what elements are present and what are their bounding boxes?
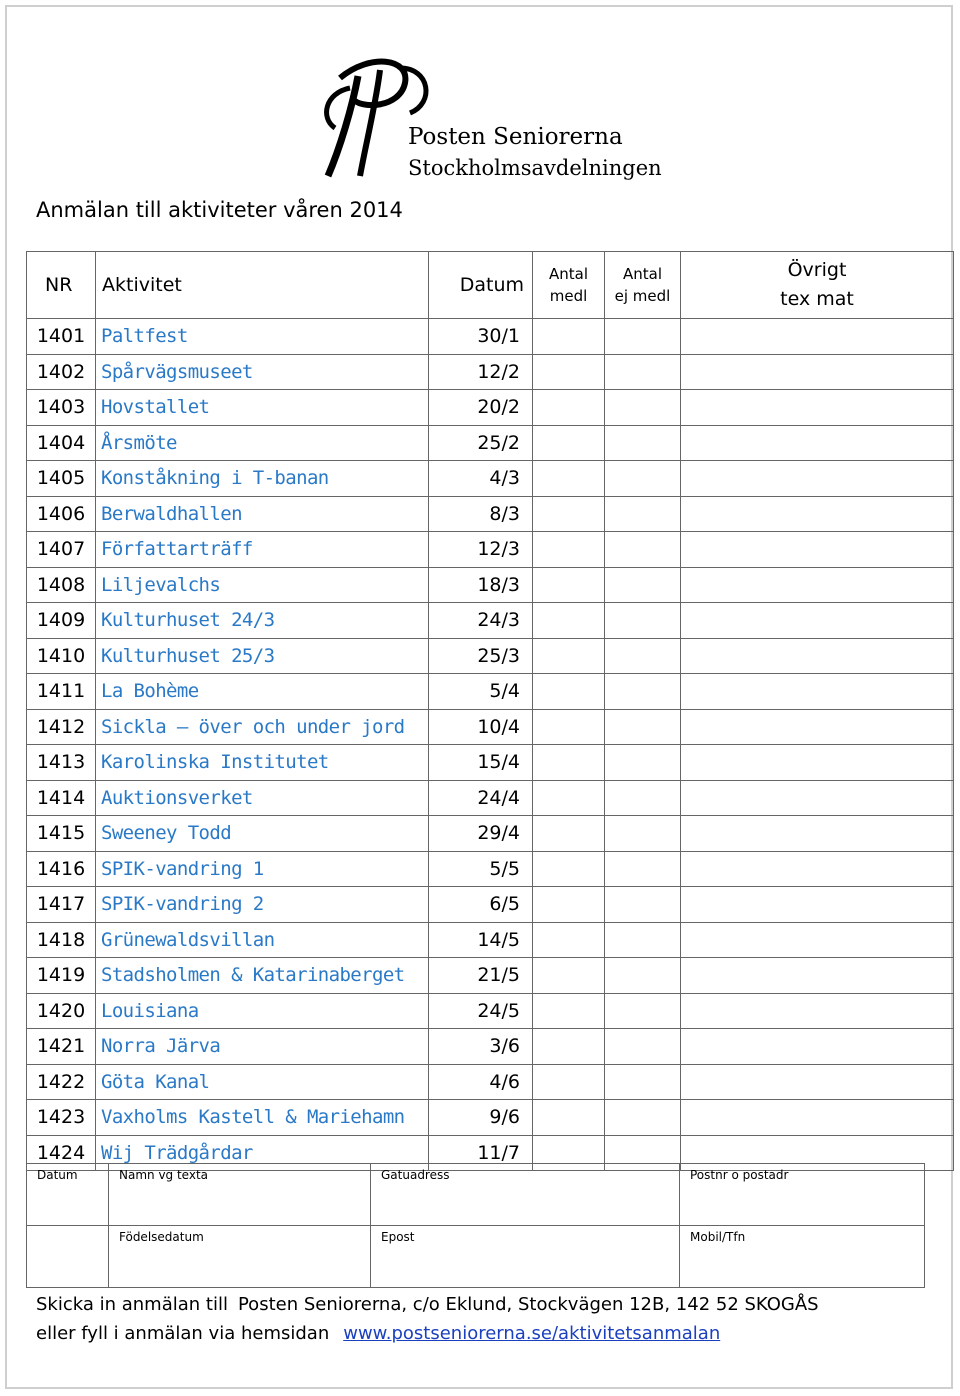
row-datum: 25/2 (429, 425, 533, 461)
row-datum: 4/6 (429, 1064, 533, 1100)
row-antal-medl[interactable] (533, 354, 605, 390)
row-ovrigt[interactable] (681, 461, 954, 497)
page-title: Anmälan till aktiviteter våren 2014 (36, 198, 403, 222)
table-row (27, 780, 954, 816)
table-row (27, 1100, 954, 1136)
footer-web-line (36, 1323, 720, 1344)
row-antal-ej-medl[interactable] (605, 958, 681, 994)
row-antal-ej-medl[interactable] (605, 390, 681, 426)
row-ovrigt[interactable] (681, 709, 954, 745)
row-nr: 1409 (27, 603, 96, 639)
row-datum: 12/2 (429, 354, 533, 390)
row-nr: 1421 (27, 1029, 96, 1065)
row-antal-ej-medl[interactable] (605, 603, 681, 639)
row-ovrigt[interactable] (681, 816, 954, 852)
table-row (27, 319, 954, 355)
row-antal-ej-medl[interactable] (605, 567, 681, 603)
row-aktivitet: Författarträff (96, 532, 429, 568)
row-nr: 1402 (27, 354, 96, 390)
form-empty-cell (27, 1226, 109, 1288)
row-datum: 5/5 (429, 851, 533, 887)
row-datum: 18/3 (429, 567, 533, 603)
header-antal-medl-line1: Antal (548, 265, 588, 283)
table-row (27, 496, 954, 532)
row-antal-medl[interactable] (533, 851, 605, 887)
row-aktivitet: SPIK-vandring 1 (96, 851, 429, 887)
header-antal-ej-line1: Antal (622, 265, 662, 283)
row-ovrigt[interactable] (681, 993, 954, 1029)
row-nr: 1408 (27, 567, 96, 603)
table-row (27, 354, 954, 390)
form-postnr-label: Postnr o postadr (690, 1168, 789, 1182)
form-postnr-field[interactable] (680, 1164, 925, 1226)
row-nr: 1414 (27, 780, 96, 816)
form-datum-field[interactable] (27, 1164, 109, 1226)
form-gatuadress-label: Gatuadress (381, 1168, 450, 1182)
row-antal-ej-medl[interactable] (605, 496, 681, 532)
form-namn-field[interactable] (109, 1164, 371, 1226)
row-antal-ej-medl[interactable] (605, 425, 681, 461)
header-antal-ej-line2: ej medl (614, 287, 671, 305)
row-aktivitet: Kulturhuset 24/3 (96, 603, 429, 639)
logo (300, 48, 660, 188)
row-antal-medl[interactable] (533, 496, 605, 532)
row-antal-ej-medl[interactable] (605, 816, 681, 852)
row-ovrigt[interactable] (681, 532, 954, 568)
row-aktivitet: Konståkning i T-banan (96, 461, 429, 497)
row-antal-medl[interactable] (533, 425, 605, 461)
table-row (27, 993, 954, 1029)
row-ovrigt[interactable] (681, 567, 954, 603)
row-antal-ej-medl[interactable] (605, 1064, 681, 1100)
row-ovrigt[interactable] (681, 390, 954, 426)
row-ovrigt[interactable] (681, 603, 954, 639)
row-aktivitet: Auktionsverket (96, 780, 429, 816)
table-row (27, 745, 954, 781)
footer-send-line (36, 1294, 819, 1315)
row-aktivitet: SPIK-vandring 2 (96, 887, 429, 923)
form-epost-label: Epost (381, 1230, 415, 1244)
row-antal-medl[interactable] (533, 780, 605, 816)
header-antal-ej-medl (605, 252, 681, 319)
row-ovrigt[interactable] (681, 496, 954, 532)
row-antal-ej-medl[interactable] (605, 709, 681, 745)
row-antal-ej-medl[interactable] (605, 461, 681, 497)
footer-web-text: eller fyll i anmälan via hemsidan (36, 1323, 330, 1344)
footer-address: Posten Seniorerna, c/o Eklund, Stockvägen 12B, 142 52 SKOGÅS (237, 1294, 819, 1315)
row-ovrigt[interactable] (681, 354, 954, 390)
row-antal-medl[interactable] (533, 532, 605, 568)
row-datum: 8/3 (429, 496, 533, 532)
row-datum: 30/1 (429, 319, 533, 355)
row-nr: 1411 (27, 674, 96, 710)
row-antal-ej-medl[interactable] (605, 674, 681, 710)
row-nr: 1410 (27, 638, 96, 674)
row-antal-medl[interactable] (533, 745, 605, 781)
row-nr: 1412 (27, 709, 96, 745)
row-nr: 1406 (27, 496, 96, 532)
row-aktivitet: Kulturhuset 25/3 (96, 638, 429, 674)
row-aktivitet: Norra Järva (96, 1029, 429, 1065)
table-row (27, 1029, 954, 1065)
table-row (27, 461, 954, 497)
row-datum: 24/4 (429, 780, 533, 816)
row-ovrigt[interactable] (681, 745, 954, 781)
row-aktivitet: Liljevalchs (96, 567, 429, 603)
row-nr: 1420 (27, 993, 96, 1029)
row-datum: 3/6 (429, 1029, 533, 1065)
form-mobil-field[interactable] (680, 1226, 925, 1288)
form-datum-label: Datum (37, 1168, 78, 1182)
table-row (27, 532, 954, 568)
row-aktivitet: Vaxholms Kastell & Mariehamn (96, 1100, 429, 1136)
row-antal-medl[interactable] (533, 319, 605, 355)
row-datum: 25/3 (429, 638, 533, 674)
row-datum: 5/4 (429, 674, 533, 710)
logo-line-2: Stockholmsavdelningen (408, 156, 662, 180)
table-row (27, 922, 954, 958)
row-antal-ej-medl[interactable] (605, 922, 681, 958)
row-antal-medl[interactable] (533, 887, 605, 923)
row-antal-medl[interactable] (533, 603, 605, 639)
row-nr: 1419 (27, 958, 96, 994)
header-nr: NR (27, 252, 96, 319)
form-epost-field[interactable] (371, 1226, 680, 1288)
row-aktivitet: Hovstallet (96, 390, 429, 426)
table-row (27, 674, 954, 710)
header-antal-medl (533, 252, 605, 319)
row-nr: 1401 (27, 319, 96, 355)
row-datum: 6/5 (429, 887, 533, 923)
row-aktivitet: Karolinska Institutet (96, 745, 429, 781)
row-ovrigt[interactable] (681, 1029, 954, 1065)
row-aktivitet: Årsmöte (96, 425, 429, 461)
row-ovrigt[interactable] (681, 638, 954, 674)
row-aktivitet: Sweeney Todd (96, 816, 429, 852)
row-antal-ej-medl[interactable] (605, 851, 681, 887)
row-ovrigt[interactable] (681, 851, 954, 887)
table-row (27, 709, 954, 745)
row-antal-medl[interactable] (533, 993, 605, 1029)
row-aktivitet: Berwaldhallen (96, 496, 429, 532)
row-aktivitet: Spårvägsmuseet (96, 354, 429, 390)
row-aktivitet: Stadsholmen & Katarinaberget (96, 958, 429, 994)
row-antal-medl[interactable] (533, 922, 605, 958)
row-datum: 21/5 (429, 958, 533, 994)
table-row (27, 1064, 954, 1100)
row-nr: 1417 (27, 887, 96, 923)
row-ovrigt[interactable] (681, 922, 954, 958)
row-antal-ej-medl[interactable] (605, 532, 681, 568)
form-fodelsedatum-field[interactable] (109, 1226, 371, 1288)
row-antal-medl[interactable] (533, 638, 605, 674)
row-antal-ej-medl[interactable] (605, 354, 681, 390)
row-datum: 20/2 (429, 390, 533, 426)
row-datum: 14/5 (429, 922, 533, 958)
row-datum: 15/4 (429, 745, 533, 781)
row-nr: 1416 (27, 851, 96, 887)
row-ovrigt[interactable] (681, 674, 954, 710)
row-datum: 10/4 (429, 709, 533, 745)
row-ovrigt[interactable] (681, 887, 954, 923)
table-row (27, 390, 954, 426)
row-ovrigt[interactable] (681, 425, 954, 461)
row-aktivitet: La Bohème (96, 674, 429, 710)
row-antal-ej-medl[interactable] (605, 1029, 681, 1065)
row-nr: 1422 (27, 1064, 96, 1100)
header-aktivitet: Aktivitet (96, 252, 429, 319)
header-ovrigt (681, 252, 954, 319)
table-row (27, 816, 954, 852)
row-datum: 4/3 (429, 461, 533, 497)
row-ovrigt[interactable] (681, 1064, 954, 1100)
row-aktivitet: Göta Kanal (96, 1064, 429, 1100)
row-antal-ej-medl[interactable] (605, 1100, 681, 1136)
row-nr: 1415 (27, 816, 96, 852)
footer-send-label: Skicka in anmälan till (36, 1294, 228, 1315)
row-antal-medl[interactable] (533, 674, 605, 710)
row-nr: 1418 (27, 922, 96, 958)
row-datum: 12/3 (429, 532, 533, 568)
row-antal-medl[interactable] (533, 1100, 605, 1136)
table-row (27, 887, 954, 923)
form-gatuadress-field[interactable] (371, 1164, 680, 1226)
row-aktivitet: Louisiana (96, 993, 429, 1029)
row-aktivitet: Wij Trädgårdar (96, 1135, 429, 1171)
row-antal-medl[interactable] (533, 567, 605, 603)
row-antal-medl[interactable] (533, 1064, 605, 1100)
row-datum: 29/4 (429, 816, 533, 852)
row-aktivitet: Paltfest (96, 319, 429, 355)
table-row (27, 603, 954, 639)
row-antal-ej-medl[interactable] (605, 638, 681, 674)
row-antal-medl[interactable] (533, 958, 605, 994)
row-datum: 9/6 (429, 1100, 533, 1136)
table-row (27, 425, 954, 461)
row-ovrigt[interactable] (681, 1100, 954, 1136)
row-nr: 1424 (27, 1135, 96, 1171)
row-antal-ej-medl[interactable] (605, 780, 681, 816)
registration-form (26, 1163, 925, 1288)
form-namn-label: Namn vg texta (119, 1168, 209, 1182)
row-antal-ej-medl[interactable] (605, 887, 681, 923)
row-nr: 1423 (27, 1100, 96, 1136)
row-antal-ej-medl[interactable] (605, 745, 681, 781)
row-datum: 24/3 (429, 603, 533, 639)
row-nr: 1403 (27, 390, 96, 426)
header-antal-medl-line2: medl (549, 287, 588, 305)
footer-web-link[interactable]: www.postseniorerna.se/aktivitetsanmalan (343, 1323, 721, 1344)
table-row (27, 958, 954, 994)
row-antal-medl[interactable] (533, 709, 605, 745)
header-datum: Datum (429, 252, 533, 319)
row-antal-medl[interactable] (533, 816, 605, 852)
row-antal-medl[interactable] (533, 461, 605, 497)
row-antal-medl[interactable] (533, 390, 605, 426)
row-antal-ej-medl[interactable] (605, 993, 681, 1029)
form-fodelsedatum-label: Födelsedatum (119, 1230, 204, 1244)
header-ovrigt-line1: Övrigt (787, 259, 847, 281)
row-ovrigt[interactable] (681, 319, 954, 355)
row-nr: 1413 (27, 745, 96, 781)
row-antal-ej-medl[interactable] (605, 319, 681, 355)
form-mobil-label: Mobil/Tfn (690, 1230, 746, 1244)
row-nr: 1407 (27, 532, 96, 568)
header-ovrigt-line2: tex mat (780, 288, 854, 310)
row-ovrigt[interactable] (681, 780, 954, 816)
table-row (27, 638, 954, 674)
row-antal-medl[interactable] (533, 1029, 605, 1065)
activities-table (26, 251, 954, 1171)
table-row (27, 567, 954, 603)
logo-line-1: Posten Seniorerna (408, 124, 623, 150)
row-datum: 24/5 (429, 993, 533, 1029)
row-nr: 1404 (27, 425, 96, 461)
table-header-row (27, 252, 954, 319)
row-nr: 1405 (27, 461, 96, 497)
table-row (27, 851, 954, 887)
row-datum: 11/7 (429, 1135, 533, 1171)
row-aktivitet: Grünewaldsvillan (96, 922, 429, 958)
row-aktivitet: Sickla – över och under jord (96, 709, 429, 745)
row-ovrigt[interactable] (681, 958, 954, 994)
